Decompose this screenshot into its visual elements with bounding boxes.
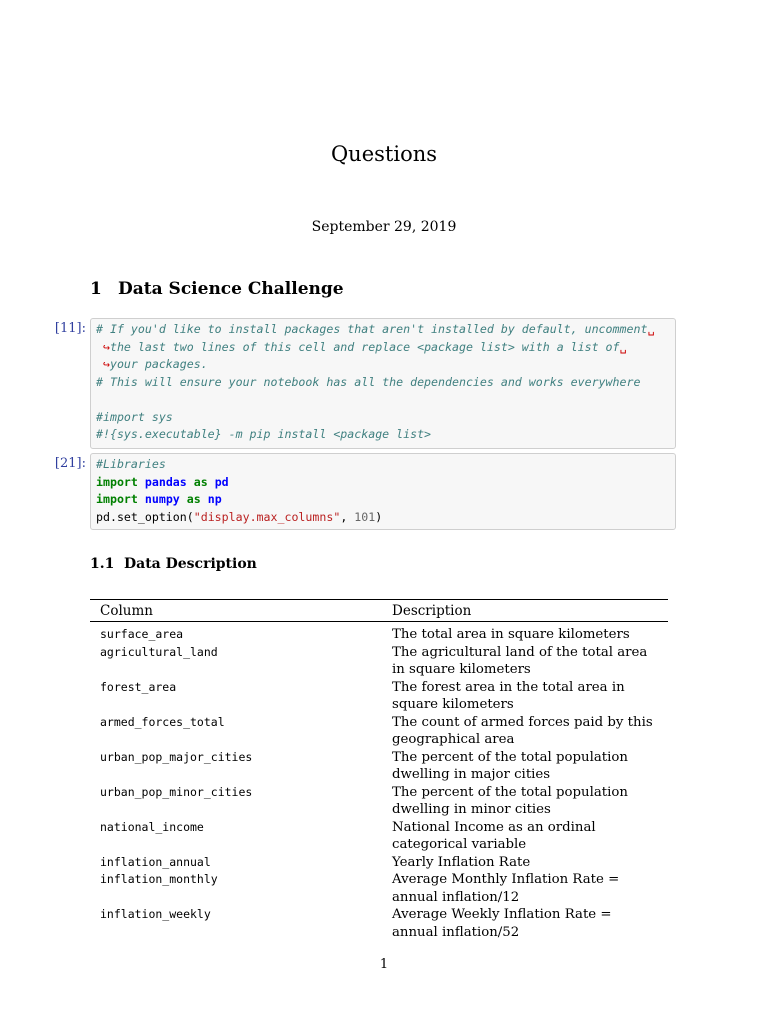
column-name-cell: agricultural_land <box>100 644 218 659</box>
table-header-row <box>90 600 668 622</box>
column-header-description: Description <box>382 600 668 622</box>
code-line: pd.set_option("display.max_columns", 101) <box>96 509 383 524</box>
description-cell: National Income as an ordinal categorical variable <box>392 819 596 852</box>
column-name-cell: urban_pop_minor_cities <box>100 784 253 799</box>
section-heading-data-science-challenge <box>90 279 344 299</box>
column-name-cell: surface_area <box>100 627 184 641</box>
code-line: ↪the last two lines of this cell and replace <package list> with a list of␣ <box>96 339 627 354</box>
table-row <box>90 871 668 906</box>
description-cell: The percent of the total population dwelling in minor cities <box>392 784 628 817</box>
code-line: #!{sys.executable} -m pip install <package list> <box>96 427 432 441</box>
code-cell-11[interactable] <box>90 318 676 449</box>
data-description-table <box>90 599 668 941</box>
column-name-cell: inflation_monthly <box>100 872 218 886</box>
line-wrap-arrow-icon: ↪ <box>96 339 110 354</box>
description-cell: The count of armed forces paid by this geographical area <box>392 714 653 747</box>
code-line: ↪your packages. <box>96 357 208 371</box>
table-row <box>90 749 668 784</box>
table-row <box>90 622 668 644</box>
subsection-number: 1.1 <box>90 556 115 572</box>
column-name-cell: forest_area <box>100 679 177 694</box>
code-line: import pandas as pd <box>96 474 229 489</box>
table-row <box>90 906 668 941</box>
subsection-title: Data Description <box>124 556 257 572</box>
column-header-column: Column <box>90 600 382 622</box>
code-line: # If you'd like to install packages that aren't installed by default, uncomment␣ <box>96 322 655 336</box>
document-title: Questions <box>330 142 438 166</box>
code-line: # This will ensure your notebook has all the dependencies and works everywhere <box>96 374 641 389</box>
description-cell: The agricultural land of the total area in square kilometers <box>392 644 648 677</box>
code-line: #import sys <box>96 409 173 424</box>
column-name-cell: national_income <box>100 819 204 834</box>
column-name-cell: urban_pop_major_cities <box>100 749 253 764</box>
table-row <box>90 854 668 872</box>
section-title: Data Science Challenge <box>118 279 344 299</box>
code-line: import numpy as np <box>96 492 222 506</box>
line-wrap-arrow-icon: ↪ <box>96 357 110 371</box>
code-line: #Libraries <box>96 457 166 471</box>
cell-prompt-11: [11]: <box>54 321 86 336</box>
description-cell: The forest area in the total area in square kilometers <box>392 679 625 712</box>
table-row <box>90 784 668 819</box>
description-cell: The total area in square kilometers <box>392 627 630 642</box>
code-cell-21[interactable] <box>90 453 676 530</box>
table-row <box>90 679 668 714</box>
column-name-cell: inflation_weekly <box>100 907 211 921</box>
description-cell: The percent of the total population dwelling in major cities <box>392 749 628 782</box>
section-number: 1 <box>90 279 102 299</box>
document-date: September 29, 2019 <box>311 219 457 235</box>
code-blank-line <box>96 391 670 409</box>
line-continuation-icon: ␣ <box>647 322 655 336</box>
table-row <box>90 819 668 854</box>
line-continuation-icon: ␣ <box>619 339 627 354</box>
column-name-cell: inflation_annual <box>100 854 211 869</box>
table-row <box>90 714 668 749</box>
description-cell: Yearly Inflation Rate <box>392 854 531 870</box>
table-row <box>90 644 668 679</box>
description-cell: Average Weekly Inflation Rate = annual inflation/52 <box>392 907 612 940</box>
subsection-heading-data-description <box>90 556 257 572</box>
description-cell: Average Monthly Inflation Rate = annual inflation/12 <box>392 872 620 905</box>
page-number: 1 <box>379 957 389 972</box>
cell-prompt-21: [21]: <box>54 456 86 471</box>
column-name-cell: armed_forces_total <box>100 714 225 729</box>
